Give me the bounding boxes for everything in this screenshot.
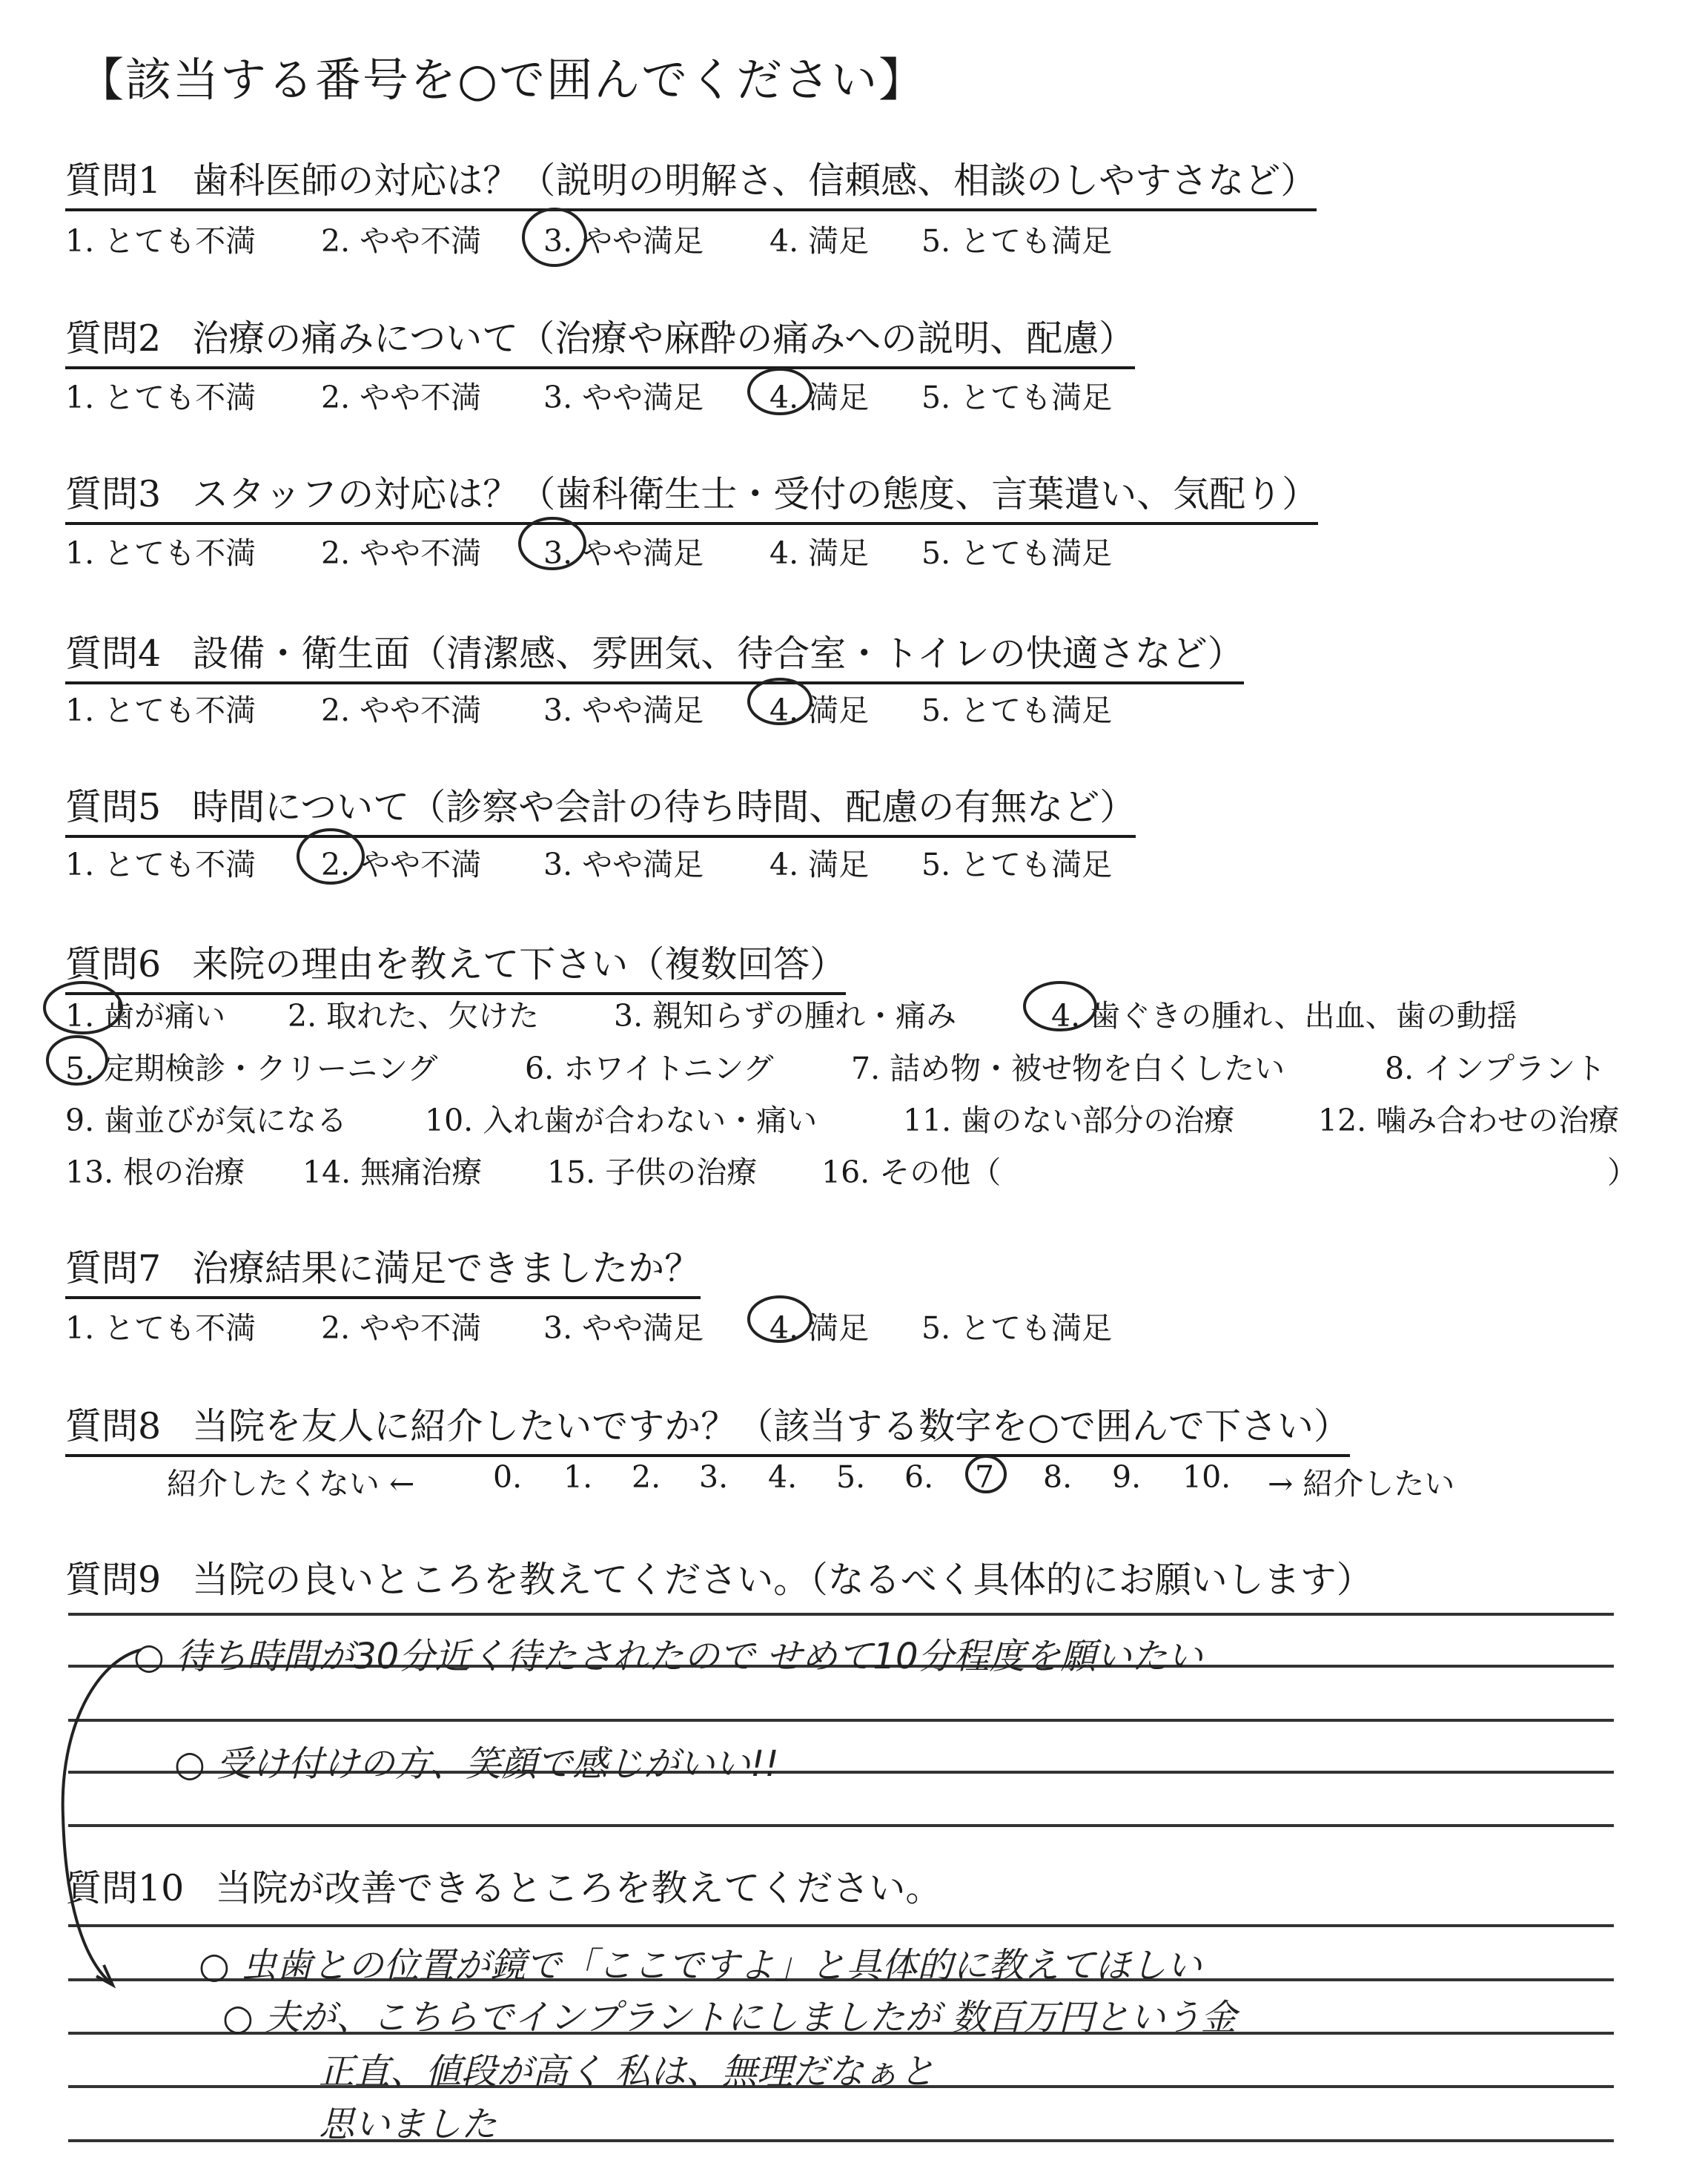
option-3[interactable]: 3. やや満足	[543, 847, 704, 882]
scale-value[interactable]: 0.	[493, 1459, 523, 1495]
answer-line	[68, 2139, 1614, 2142]
handwritten-answer: ○ 虫歯との位置が鏡で「ここですよ」と具体的に教えてほしい	[199, 1945, 1202, 1986]
option-1[interactable]: 1. とても不満	[65, 1310, 256, 1346]
scale-left-label: 紹介したくない ←	[167, 1466, 415, 1502]
question-8-text: 当院を友人に紹介したいですか？（該当する数字を○で囲んで下さい）	[192, 1405, 1350, 1447]
question-4-title	[65, 625, 1244, 684]
question-1-text: 歯科医師の対応は？（説明の明解さ、信頼感、相談のしやすさなど）	[192, 159, 1317, 202]
question-4-text: 設備・衛生面（清潔感、雰囲気、待合室・トイレの快適さなど）	[192, 633, 1244, 675]
scale-value-selected[interactable]: 7	[975, 1459, 995, 1495]
question-2-title	[65, 310, 1135, 369]
reason-option[interactable]: 8. インプラント	[1385, 1051, 1606, 1086]
reason-option[interactable]: 2. 取れた、欠けた	[288, 998, 540, 1034]
other-close-paren: ）	[1607, 1155, 1638, 1190]
scale-value[interactable]: 10.	[1182, 1459, 1231, 1495]
scale-value[interactable]: 4.	[768, 1459, 798, 1495]
question-10-number: 質問10	[65, 1867, 185, 1909]
reason-option[interactable]: 9. 歯並びが気になる	[65, 1103, 348, 1138]
option-4[interactable]: 4. 満足	[769, 847, 870, 882]
option-1[interactable]: 1. とても不満	[65, 693, 256, 728]
option-5[interactable]: 5. とても満足	[921, 223, 1113, 259]
option-3[interactable]: 3. やや満足	[543, 693, 704, 728]
reason-option[interactable]: 5. 定期検診・クリーニング	[65, 1051, 438, 1086]
answer-line	[68, 1719, 1614, 1722]
scale-value[interactable]: 5.	[836, 1459, 866, 1495]
scale-value[interactable]: 6.	[904, 1459, 934, 1495]
reason-option[interactable]: 16. その他（	[821, 1155, 1002, 1190]
reason-option[interactable]: 12. 噛み合わせの治療	[1318, 1103, 1620, 1138]
question-8-number: 質問8	[65, 1405, 162, 1447]
reason-option[interactable]: 15. 子供の治療	[547, 1155, 758, 1190]
handwritten-answer: ○ 夫が、こちらでインプラントにしましたが 数百万円という金	[222, 1997, 1237, 2038]
handwritten-answer: ○ 受け付けの方、笑顔で感じがいい!!	[174, 1743, 779, 1785]
question-6-text: 来院の理由を教えて下さい（複数回答）	[192, 943, 847, 985]
option-5[interactable]: 5. とても満足	[921, 380, 1113, 415]
option-5[interactable]: 5. とても満足	[921, 693, 1113, 728]
option-4[interactable]: 4. 満足	[769, 535, 870, 571]
scale-value[interactable]: 9.	[1112, 1459, 1142, 1495]
question-9-number: 質問9	[65, 1559, 162, 1601]
option-3[interactable]: 3. やや満足	[543, 535, 704, 571]
question-6-title	[65, 936, 846, 995]
option-4[interactable]: 4. 満足	[769, 380, 870, 415]
question-2-number: 質問2	[65, 317, 162, 360]
option-3[interactable]: 3. やや満足	[543, 1310, 704, 1346]
handwritten-answer: ○ 待ち時間が30分近く待たされたので せめて10分程度を願いたい	[133, 1636, 1203, 1677]
question-7-text: 治療結果に満足できましたか？	[192, 1247, 701, 1289]
arrow-head	[96, 1965, 113, 1985]
reason-option[interactable]: 10. 入れ歯が合わない・痛い	[425, 1103, 818, 1138]
reason-option[interactable]: 14. 無痛治療	[302, 1155, 483, 1190]
question-3-text: スタッフの対応は？（歯科衛生士・受付の態度、言葉遣い、気配り）	[192, 473, 1319, 515]
question-7-title	[65, 1240, 701, 1299]
question-1-number: 質問1	[65, 159, 162, 202]
answer-line	[68, 1613, 1614, 1616]
option-1[interactable]: 1. とても不満	[65, 223, 256, 259]
reason-option[interactable]: 3. 親知らずの腫れ・痛み	[614, 998, 957, 1034]
handwritten-answer: 正直、値段が高く 私は、無理だなぁと	[319, 2051, 936, 2093]
option-2[interactable]: 2. やや不満	[321, 223, 482, 259]
question-6-number: 質問6	[65, 943, 162, 985]
question-5-number: 質問5	[65, 786, 162, 828]
option-1[interactable]: 1. とても不満	[65, 380, 256, 415]
question-4-number: 質問4	[65, 633, 162, 675]
option-4[interactable]: 4. 満足	[769, 223, 870, 259]
question-5-text: 時間について（診察や会計の待ち時間、配慮の有無など）	[192, 786, 1136, 828]
scale-value[interactable]: 3.	[699, 1459, 729, 1495]
scale-right-label: → 紹介したい	[1268, 1466, 1455, 1502]
question-7-number: 質問7	[65, 1247, 162, 1289]
option-3[interactable]: 3. やや満足	[543, 223, 704, 259]
question-2-text: 治療の痛みについて（治療や麻酔の痛みへの説明、配慮）	[192, 317, 1136, 360]
reason-option[interactable]: 1. 歯が痛い	[65, 998, 226, 1034]
option-1[interactable]: 1. とても不満	[65, 847, 256, 882]
option-2[interactable]: 2. やや不満	[321, 1310, 482, 1346]
question-1-title	[65, 152, 1317, 211]
option-5[interactable]: 5. とても満足	[921, 535, 1113, 571]
question-10-title	[65, 1860, 941, 1916]
arrow-line	[63, 1650, 141, 1984]
question-9-title	[65, 1551, 1373, 1608]
option-5[interactable]: 5. とても満足	[921, 1310, 1113, 1346]
reason-option[interactable]: 11. 歯のない部分の治療	[903, 1103, 1235, 1138]
scale-value[interactable]: 1.	[563, 1459, 593, 1495]
question-9-text: 当院の良いところを教えてください。（なるべく具体的にお願いします）	[192, 1559, 1373, 1601]
reason-option[interactable]: 4. 歯ぐきの腫れ、出血、歯の動揺	[1051, 998, 1517, 1034]
option-2[interactable]: 2. やや不満	[321, 693, 482, 728]
reason-option[interactable]: 7. 詰め物・被せ物を白くしたい	[851, 1051, 1285, 1086]
option-4[interactable]: 4. 満足	[769, 1310, 870, 1346]
option-2[interactable]: 2. やや不満	[321, 847, 482, 882]
scale-value[interactable]: 2.	[632, 1459, 661, 1495]
answer-line	[68, 1824, 1614, 1827]
option-2[interactable]: 2. やや不満	[321, 380, 482, 415]
reason-option[interactable]: 13. 根の治療	[65, 1155, 245, 1190]
option-5[interactable]: 5. とても満足	[921, 847, 1113, 882]
answer-line	[68, 1924, 1614, 1927]
question-3-number: 質問3	[65, 473, 162, 515]
question-5-title	[65, 779, 1136, 838]
option-3[interactable]: 3. やや満足	[543, 380, 704, 415]
instruction-heading: 【該当する番号を○で囲んでください】	[78, 53, 927, 107]
scale-value[interactable]: 8.	[1043, 1459, 1073, 1495]
question-8-title	[65, 1398, 1350, 1457]
handwritten-answer: 思いました	[319, 2104, 497, 2145]
option-2[interactable]: 2. やや不満	[321, 535, 482, 571]
option-4[interactable]: 4. 満足	[769, 693, 870, 728]
question-3-title	[65, 466, 1318, 525]
option-1[interactable]: 1. とても不満	[65, 535, 256, 571]
reason-option[interactable]: 6. ホワイトニング	[525, 1051, 774, 1086]
question-10-text: 当院が改善できるところを教えてください。	[215, 1867, 942, 1909]
